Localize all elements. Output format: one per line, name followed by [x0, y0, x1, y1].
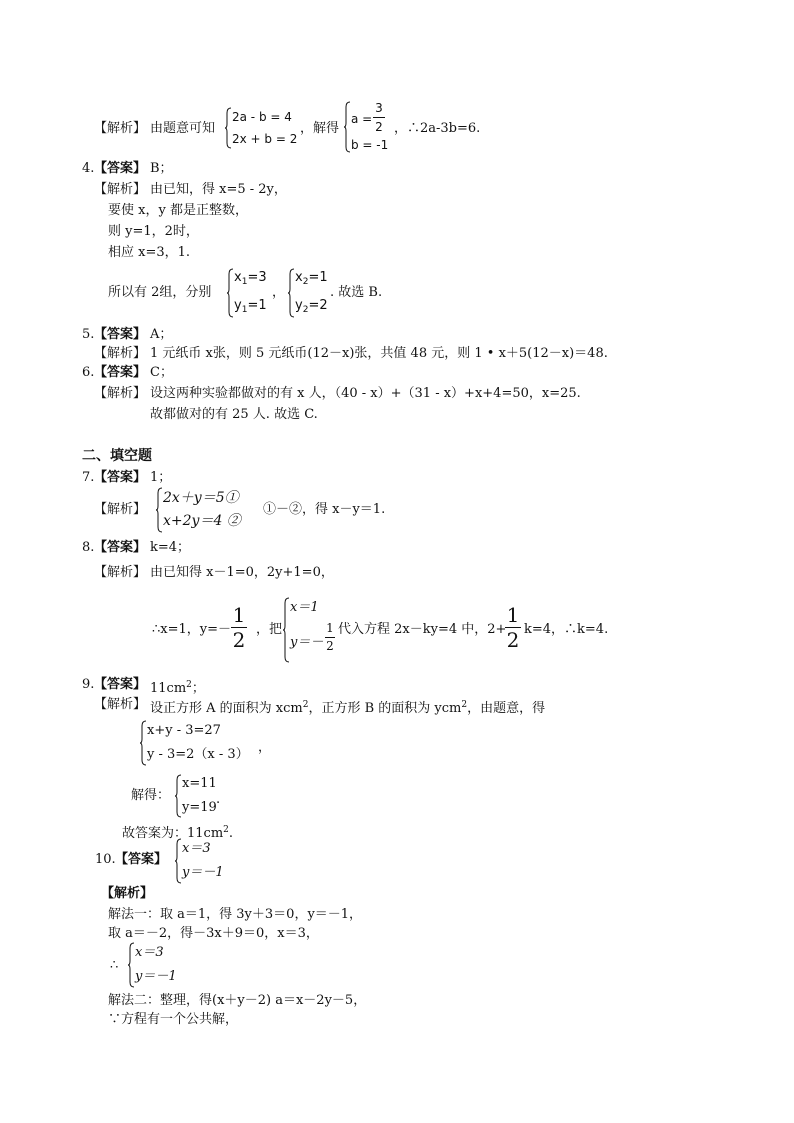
therefore-symbol: ∴	[110, 958, 119, 973]
analysis-text: 故都做对的有 25 人. 故选 C.	[150, 407, 318, 422]
subscript: 1	[241, 305, 248, 315]
question-number: 8.	[82, 540, 95, 555]
answer-tag: 【答案】	[94, 470, 147, 485]
analysis-tag: 【解析】	[94, 697, 147, 712]
answer-value: k=4；	[150, 540, 191, 555]
left-brace	[224, 107, 232, 149]
numerator: 1	[506, 603, 520, 627]
superscript: 2	[461, 700, 468, 710]
equation-row: x＝3	[135, 945, 164, 960]
analysis-tag: 【解析】	[94, 346, 147, 361]
subscript: 2	[302, 277, 309, 287]
text: .	[228, 826, 234, 841]
analysis-tag: 【解析】	[94, 565, 147, 580]
analysis-text: k=4，∴k=4.	[524, 622, 609, 637]
question-number: 4.	[82, 161, 95, 176]
equation-row	[295, 298, 328, 318]
analysis-text: 要使 x，y 都是正整数，	[108, 203, 248, 218]
analysis-text: 1 元纸币 x张，则 5 元纸币(12－x)张，共值 48 元，则 1 • x＋5(12－x)＝48.	[150, 346, 608, 361]
question-number: 10.	[95, 852, 116, 867]
superscript: 2	[302, 700, 309, 710]
question-number: 6.	[82, 365, 95, 380]
equation-row: a =	[351, 112, 373, 126]
superscript: 2	[223, 825, 229, 835]
analysis-text: 取 a＝－2，得－3x＋9＝0，x＝3，	[108, 926, 319, 941]
answer-value	[150, 677, 205, 697]
analysis-text: 解法一：取 a＝1，得 3y＋3＝0，y＝－1，	[108, 907, 363, 922]
equation-row: b = -1	[351, 138, 389, 152]
analysis-tag: 【解析】	[94, 121, 147, 136]
answer-end: ；	[191, 681, 205, 696]
numerator: 1	[232, 603, 246, 627]
analysis-text: 由已知得 x－1=0，2y+1=0，	[150, 565, 334, 580]
left-brace	[226, 268, 234, 318]
denominator: 2	[326, 639, 334, 653]
analysis-text: ，∴2a-3b=6.	[394, 121, 481, 136]
analysis-text: . 故选 B.	[330, 285, 383, 300]
text: ，正方形 B 的面积为 ycm	[308, 701, 462, 716]
equation-row	[234, 270, 267, 290]
var: x	[295, 270, 303, 285]
analysis-tag: 【解析】	[94, 502, 147, 517]
equation-row	[234, 298, 267, 318]
equation-row: y - 3=2（x - 3）	[147, 747, 249, 762]
analysis-text: 则 y=1，2时，	[108, 224, 199, 239]
answer-value: A；	[150, 327, 173, 342]
answer-tag: 【答案】	[94, 677, 147, 692]
left-brace	[139, 720, 147, 766]
answer-tag: 【答案】	[115, 852, 168, 867]
fraction-bar	[325, 637, 335, 638]
analysis-text: ，	[272, 285, 286, 300]
left-brace	[343, 101, 351, 153]
value: =1	[308, 270, 328, 285]
equation-row: y＝－1	[135, 969, 177, 984]
equation-row: x+2y＝4 ②	[163, 513, 241, 529]
var: y	[295, 298, 303, 313]
analysis-text: ，把	[256, 622, 283, 637]
left-brace	[282, 597, 290, 663]
value: =3	[247, 270, 267, 285]
analysis-text: 代入方程 2x－ky=4 中，2+	[338, 622, 507, 637]
left-brace	[287, 268, 295, 318]
answer-value: 1；	[150, 470, 172, 485]
answer-tag: 【答案】	[94, 365, 147, 380]
value: =1	[247, 298, 267, 313]
equation-row: y＝－	[290, 635, 324, 650]
analysis-text: 解得：	[131, 788, 171, 803]
var: y	[234, 298, 242, 313]
analysis-tag: 【解析】	[94, 386, 147, 401]
analysis-text: 相应 x=3，1.	[108, 245, 191, 260]
subscript: 1	[241, 277, 248, 287]
denominator: 2	[506, 628, 520, 652]
equation-row: 2a - b = 4	[232, 110, 292, 124]
equation-row: x+y - 3=27	[147, 723, 221, 738]
left-brace	[155, 487, 163, 533]
analysis-text: 解法二：整理，得(x＋y－2) a＝x－2y－5，	[108, 993, 367, 1008]
section-title: 二、填空题	[82, 448, 152, 464]
analysis-text: 设这两种实验都做对的有 x 人，（40 - x）+（31 - x）+x+4=50，x=25.	[150, 386, 581, 401]
left-brace	[127, 942, 135, 988]
analysis-text: .	[216, 792, 221, 807]
analysis-text: ∵方程有一个公共解，	[108, 1012, 239, 1027]
text: 故答案为：11cm	[122, 826, 224, 841]
equation-row: 2x＋y＝5①	[163, 490, 239, 506]
fraction-bar	[373, 117, 385, 118]
left-brace	[174, 774, 182, 818]
answer-value: C；	[150, 365, 173, 380]
analysis-text	[150, 697, 545, 717]
left-brace	[174, 838, 182, 884]
analysis-text: 由已知，得 x=5 - 2y，	[150, 182, 287, 197]
answer-tag: 【答案】	[94, 161, 147, 176]
subscript: 2	[302, 305, 309, 315]
answer-text: 11cm	[150, 681, 187, 696]
fraction	[505, 604, 521, 651]
analysis-text: 所以有 2组，分别	[108, 285, 212, 300]
equation-row: x＝1	[290, 600, 319, 615]
fraction	[231, 604, 247, 651]
question-number: 9.	[82, 677, 95, 692]
answer-tag: 【答案】	[94, 540, 147, 555]
analysis-tag: 【解析】	[101, 886, 154, 901]
denominator: 2	[375, 120, 383, 134]
fraction	[373, 100, 385, 135]
analysis-text: ∴x=1，y=－	[152, 622, 232, 637]
analysis-text: ，解得	[300, 121, 340, 136]
denominator: 2	[232, 628, 246, 652]
equation-row: y＝－1	[182, 865, 224, 880]
question-number: 7.	[82, 470, 95, 485]
value: =2	[308, 298, 328, 313]
analysis-tag: 【解析】	[94, 182, 147, 197]
var: x	[234, 270, 242, 285]
equation-row: y=19	[182, 800, 217, 815]
numerator: 1	[326, 621, 334, 635]
equation-row	[295, 270, 328, 290]
analysis-text: 由题意可知	[150, 121, 216, 136]
equation-row: x=11	[182, 776, 217, 791]
equation-row: 2x + b = 2	[232, 132, 298, 146]
answer-tag: 【答案】	[94, 327, 147, 342]
text: ，由题意，得	[467, 701, 546, 716]
analysis-text: ，	[258, 740, 272, 755]
superscript: 2	[186, 680, 192, 690]
question-number: 5.	[82, 327, 95, 342]
fraction	[325, 621, 335, 654]
numerator: 3	[375, 101, 383, 115]
analysis-text: ①－②，得 x－y＝1.	[263, 502, 386, 517]
answer-value: B；	[150, 161, 173, 176]
equation-row: x＝3	[182, 841, 211, 856]
text: 设正方形 A 的面积为 xcm	[150, 701, 303, 716]
